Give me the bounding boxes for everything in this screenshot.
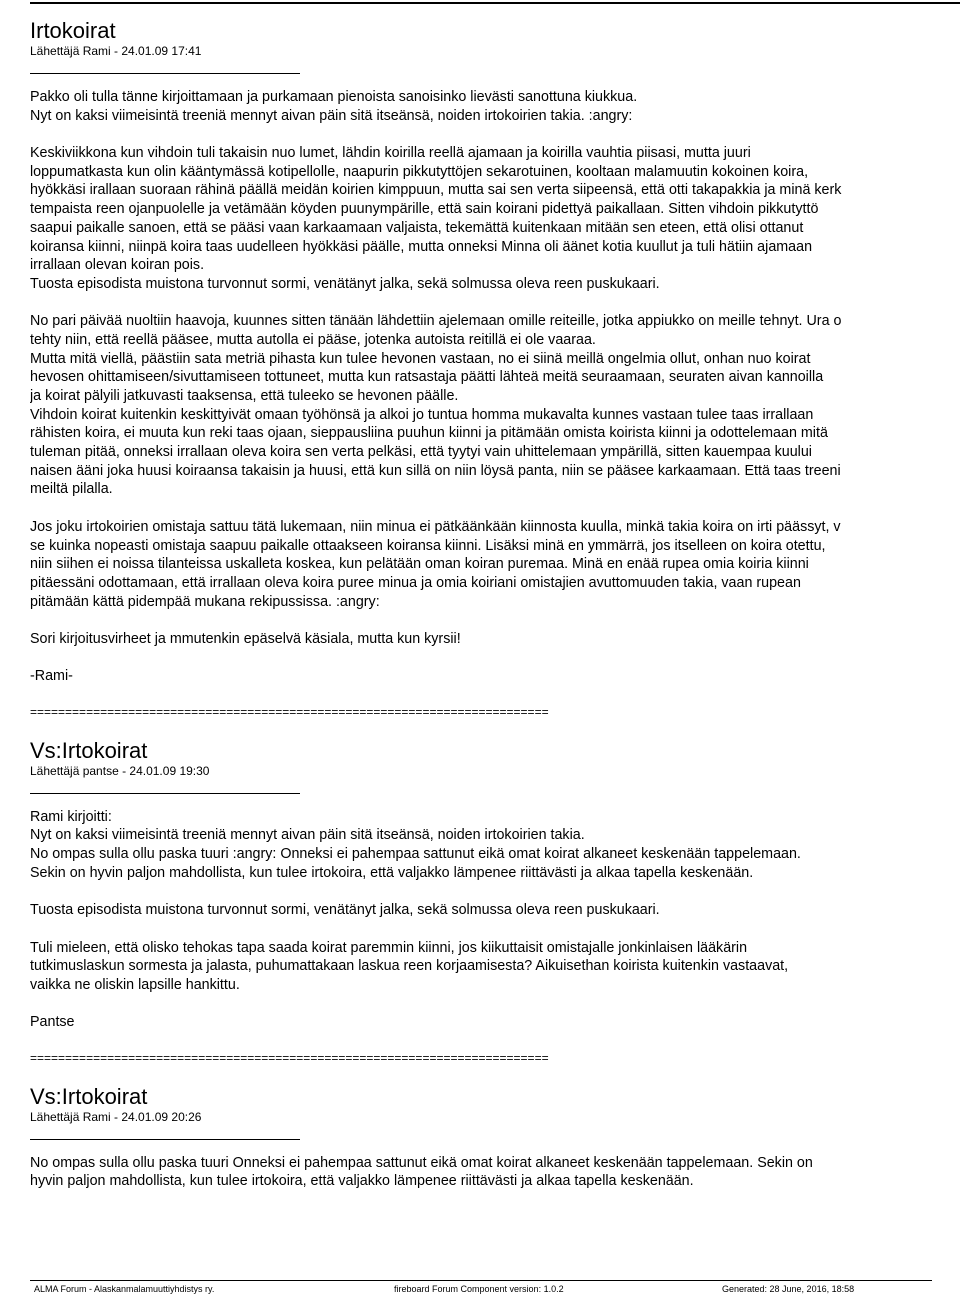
text-line: tuleman pitää, onneksi irrallaan oleva koira sen verta pelkäsi, että tyytyi vain uhittelemaan ympärillä, sitten kauempaa kuului [30, 444, 812, 461]
text-line: Nyt on kaksi viimeisintä treeniä mennyt aivan päin sitä itseänsä, noiden irtokoirien takia. [30, 827, 585, 844]
paragraph [30, 144, 960, 294]
signature [30, 667, 960, 686]
text-line: tutkimuslaskun sormesta ja jalasta, puhumattakaan laskua reen korjaamisesta? Aikuisethan koirista kuitenkin vastaavat, [30, 958, 789, 975]
text-line: No pari päivää nuoltiin haavoja, kuunnes sitten tänään lähdettiin ajelemaan omille reiteille, jotka appiukko on meille tehnyt. Ura o [30, 313, 842, 330]
text-line: meiltä pilalla. [30, 481, 113, 498]
post-meta: Lähettäjä Rami - 24.01.09 17:41 [30, 44, 202, 58]
post-separator: ========================================================================== [30, 704, 549, 719]
footer-site-name: ALMA Forum - Alaskanmalamuuttiyhdistys ry. [34, 1284, 215, 1294]
post-title: Irtokoirat [30, 18, 116, 43]
text-line: Nyt on kaksi viimeisintä treeniä mennyt aivan päin sitä itseänsä, noiden irtokoirien takia. :angry: [30, 107, 633, 124]
text-line: loppumatkasta kun olin kääntymässä kotipellolle, naapurin pikkutyttöjen sekarotuinen, kooltaan malamuutin kokoinen koira, [30, 163, 809, 180]
page-footer [30, 1280, 960, 1297]
text-line: Tuli mieleen, että olisko tehokas tapa saada koirat paremmin kiinni, jos kiikuttaisit omistajalle jonkinlaisen lääkärin [30, 939, 748, 956]
forum-post [30, 18, 960, 720]
text-line: niin siihen ei noissa tilanteissa uskalleta koskea, kun pelätään oman koiran puremaa. Minä en enää rupea omia koiria kiinni [30, 556, 809, 573]
text-line: Pantse [30, 1014, 75, 1031]
paragraph [30, 939, 960, 995]
top-border [30, 2, 960, 4]
text-line: Sekin on hyvin paljon mahdollista, kun tulee irtokoira, että valjakko lämpenee riittävästi ja alkaa tapella keskenään. [30, 864, 754, 881]
text-line: Mutta mitä viellä, päästiin sata metriä pihasta kun tulee hevonen vastaan, no ei siinä meillä ongelmia ollut, onhan nuo koirat [30, 350, 811, 367]
text-line: tehty niin, että reellä pääsee, mutta autolla ei pääse, jotenka autoista reitillä ei ole vaaraa. [30, 331, 596, 348]
text-line: tempaista reen ojanpuolelle ja vetämään köyden puunympärille, että sain koirani pidettyä paikallaan. Sitten vihdoin pikkutyttö [30, 201, 819, 218]
post-separator: ========================================================================== [30, 1050, 549, 1065]
paragraph [30, 808, 960, 883]
forum-thread-document [30, 10, 960, 1210]
post-body [30, 88, 960, 686]
text-line: Pakko oli tulla tänne kirjoittamaan ja purkamaan pienoista sanoisinko lievästi sanottuna kiukkua. [30, 89, 638, 105]
post-header-rule [30, 793, 300, 794]
text-line: se kuinka nopeasti omistaja saapuu paikalle ottaakseen koiransa kiinni. Lisäksi minä en ymmärrä, jos itselleen on koira otettu, [30, 537, 826, 554]
text-line: koiransa kiinni, niinpä koira taas uudelleen hyökkäsi päälle, mutta onneksi Minna oli äänet kotia kuullut ja tuli hätiin ajamaan [30, 238, 813, 255]
quote-header: Rami kirjoitti: [30, 808, 112, 825]
text-line: Keskiviikkona kun vihdoin tuli takaisin nuo lumet, lähdin koirilla reellä ajamaan ja koirilla vauhtia piisasi, mutta juuri [30, 145, 751, 162]
signature [30, 1013, 960, 1032]
paragraph [30, 88, 960, 125]
text-line: saapui paikalle sanoen, että se pääsi vaan karkaamaan valjaista, tekemättä kuitenkaan mitään sen eteen, että olisi ottanut [30, 219, 804, 236]
text-line: irrallaan olevan koiran pois. [30, 257, 205, 274]
text-line: ja koirat pälyili jatkuvasti taaksensa, että tuleeko se hevonen päälle. [30, 388, 459, 404]
text-line: hyökkäsi irallaan suoraan rähinä päällä meidän koirien kimppuun, mutta sai sen verta siipeensä, että otti takapakkia ja minä kerk [30, 182, 842, 199]
text-line: Sori kirjoitusvirheet ja mmutenkin epäselvä käsiala, mutta kun kyrsii! [30, 630, 461, 647]
paragraph [30, 518, 960, 611]
post-title: Vs:Irtokoirat [30, 1083, 148, 1109]
text-line: rähisten koira, ei muuta kun reki taas ojaan, sieppausliina puuhun kiinni ja pitämään omista koirista kiinni ja odottelemaan mitä [30, 425, 828, 442]
text-line: Tuosta episodista muistona turvonnut sormi, venätänyt jalka, sekä solmussa oleva reen puskukaari. [30, 275, 660, 292]
post-body [30, 1154, 960, 1191]
paragraph [30, 312, 960, 499]
text-line: vaikka ne oliskin lapsille hankittu. [30, 976, 240, 993]
text-line: No ompas sulla ollu paska tuuri Onneksi ei pahempaa sattunut eikä omat koirat alkaneet keskenään tappelemaan. Sekin on [30, 1154, 813, 1171]
text-line: pitäessäni odottamaan, että irrallaan oleva koira puree minua ja omia koiriani omistajien avuttomuuden takia, vaan rupean [30, 574, 801, 591]
footer-rule [30, 1280, 932, 1281]
post-header-rule [30, 1139, 300, 1140]
post-meta: Lähettäjä Rami - 24.01.09 20:26 [30, 1109, 202, 1124]
text-line: naisen ääni joka huusi koiraansa takaisin ja huusi, että kun sillä on niin löysä panta, niin se pääsee karkaamaan. Että taas treeni [30, 462, 841, 479]
text-line: hyvin paljon mahdollista, kun tulee irtokoira, että valjakko lämpenee riittävästi ja alkaa tapella keskenään. [30, 1173, 694, 1190]
text-line: Vihdoin koirat kuitenkin keskittyivät omaan työhönsä ja alkoi jo tuntua homma mukavalta kunnes vastaan tulee taas irrallaan [30, 406, 814, 423]
paragraph [30, 901, 960, 920]
text-line: pitämään kättä pidempää mukana rekipussissa. :angry: [30, 593, 380, 610]
post-title: Vs:Irtokoirat [30, 737, 148, 763]
post-header-rule [30, 73, 300, 74]
post-meta: Lähettäjä pantse - 24.01.09 19:30 [30, 763, 210, 778]
text-line: No ompas sulla ollu paska tuuri :angry: Onneksi ei pahempaa sattunut eikä omat koirat alkaneet keskenään tappelemaan. [30, 846, 801, 863]
paragraph [30, 630, 960, 649]
text-line: -Rami- [30, 668, 73, 685]
text-line: Jos joku irtokoirien omistaja sattuu tätä lukemaan, niin minua ei pätkäänkään kiinnosta kuulla, minkä takia koira on irti päässyt, v [30, 518, 841, 535]
text-line: Tuosta episodista muistona turvonnut sormi, venätänyt jalka, sekä solmussa oleva reen puskukaari. [30, 902, 660, 919]
text-line: hevosen ohittamiseen/sivuttamiseen tottuneet, mutta kun ratsastaja päätti lähteä meitä seuraamaan, seuraten aivan kannoilla [30, 369, 824, 386]
footer-generated-date: Generated: 28 June, 2016, 18:58 [722, 1284, 855, 1294]
forum-post [30, 738, 960, 1066]
paragraph [30, 1154, 960, 1191]
post-body [30, 808, 960, 1032]
forum-post [30, 1084, 960, 1191]
footer-component-version: fireboard Forum Component version: 1.0.2 [394, 1284, 564, 1294]
